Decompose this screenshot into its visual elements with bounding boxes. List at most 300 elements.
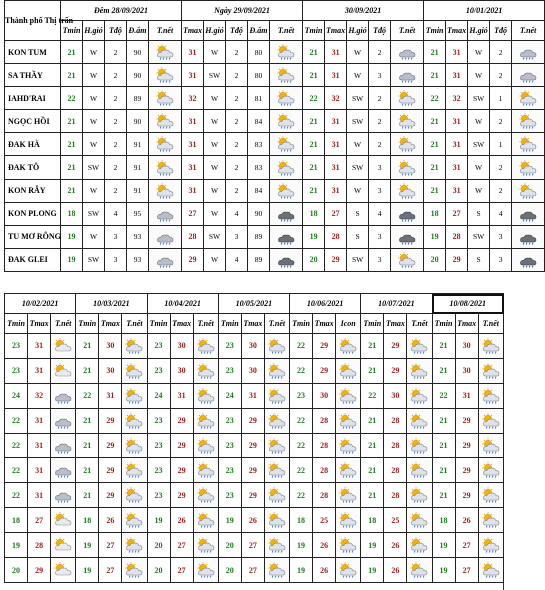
- tmax-cell: 28: [384, 408, 407, 433]
- sun-cloud-rain-icon: [194, 487, 218, 503]
- weather-cell: [51, 458, 76, 483]
- sun-cloud-rain-icon: [149, 113, 181, 129]
- weather-cell: [391, 248, 424, 271]
- wind-direction-cell: S: [347, 202, 369, 225]
- sun-cloud-rain-icon: [265, 562, 289, 578]
- tmin-cell: 18: [361, 508, 384, 533]
- wind-speed-cell: 2: [369, 87, 391, 110]
- wind-speed-cell: 3: [369, 179, 391, 202]
- sun-cloud-rain-icon: [122, 462, 146, 478]
- column-header: Icon: [336, 314, 361, 334]
- tmax-cell: 31: [99, 383, 122, 408]
- sun-cloud-rain-icon: [391, 136, 423, 152]
- tmin-cell: 23: [218, 334, 241, 359]
- tmin-cell: 23: [147, 334, 170, 359]
- sun-cloud-rain-icon: [512, 183, 544, 199]
- city-name: ĐAK TÔ: [5, 156, 61, 179]
- weather-cell: [193, 508, 218, 533]
- sun-cloud-rain-icon: [479, 487, 503, 503]
- humidity-cell: 90: [248, 202, 270, 225]
- rain-cloud-icon: [51, 487, 75, 503]
- tmax-cell: 31: [325, 110, 347, 133]
- tmin-cell: 19: [424, 225, 446, 248]
- tmax-cell: 31: [446, 156, 468, 179]
- tmax-cell: 30: [384, 383, 407, 408]
- tmax-cell: 30: [313, 383, 336, 408]
- weather-cell: [407, 433, 432, 458]
- weather-cell: [264, 483, 289, 508]
- tmin-cell: 21: [303, 156, 325, 179]
- weather-cell: [391, 87, 424, 110]
- column-header: T.nết: [264, 314, 289, 334]
- tmax-cell: 29: [384, 334, 407, 359]
- weather-cell: [270, 41, 303, 64]
- dark-rain-cloud-icon: [270, 206, 302, 222]
- sun-cloud-rain-icon: [122, 338, 146, 354]
- weather-cell: [51, 408, 76, 433]
- sun-cloud-rain-icon: [265, 413, 289, 429]
- wind-direction-cell: SW: [347, 110, 369, 133]
- tmin-cell: 19: [147, 508, 170, 533]
- sun-cloud-rain-icon: [512, 90, 544, 106]
- sun-cloud-rain-icon: [265, 537, 289, 553]
- tmin-cell: 23: [218, 433, 241, 458]
- weather-cell: [512, 133, 545, 156]
- tmin-cell: 19: [290, 558, 313, 583]
- wind-speed-cell: 3: [490, 225, 512, 248]
- column-header: Tmax: [28, 314, 51, 334]
- dark-rain-cloud-icon: [512, 206, 544, 222]
- sun-cloud-rain-icon: [122, 562, 146, 578]
- tmin-cell: 21: [424, 156, 446, 179]
- tmax-cell: 30: [99, 334, 122, 359]
- wind-speed-cell: 4: [226, 248, 248, 271]
- column-header: Tmin: [61, 21, 83, 41]
- column-header: T.nết: [407, 314, 432, 334]
- tmin-cell: 21: [361, 334, 384, 359]
- humidity-cell: 91: [127, 156, 149, 179]
- sun-cloud-rain-icon: [336, 512, 360, 528]
- tmax-cell: 31: [28, 458, 51, 483]
- wind-speed-cell: 2: [105, 133, 127, 156]
- weather-cell: [193, 533, 218, 558]
- tmax-cell: 32: [28, 383, 51, 408]
- tmin-cell: 23: [147, 458, 170, 483]
- tmax-cell: 27: [99, 558, 122, 583]
- weather-cell: [264, 334, 289, 359]
- sun-cloud-rain-icon: [407, 512, 431, 528]
- tmin-cell: 22: [424, 87, 446, 110]
- weather-cell: [512, 41, 545, 64]
- wind-speed-cell: 2: [369, 41, 391, 64]
- sun-cloud-rain-icon: [336, 363, 360, 379]
- weather-cell: [391, 156, 424, 179]
- tmin-cell: 23: [147, 433, 170, 458]
- humidity-cell: 83: [248, 133, 270, 156]
- weather-cell: [149, 156, 182, 179]
- column-header: Tmax: [325, 21, 347, 41]
- sun-cloud-rain-icon: [149, 44, 181, 60]
- tmin-cell: 21: [361, 358, 384, 383]
- tmin-cell: 19: [303, 225, 325, 248]
- tmin-cell: 21: [424, 179, 446, 202]
- wind-speed-cell: 2: [226, 64, 248, 87]
- tmax-cell: 28: [446, 225, 468, 248]
- tmin-cell: 21: [76, 483, 99, 508]
- tmin-cell: 21: [424, 110, 446, 133]
- wind-direction-cell: S: [347, 225, 369, 248]
- sun-cloud-rain-icon: [194, 363, 218, 379]
- weather-cell: [391, 133, 424, 156]
- sun-cloud-rain-icon: [407, 562, 431, 578]
- wind-speed-cell: 3: [369, 225, 391, 248]
- wind-speed-cell: 2: [105, 156, 127, 179]
- tmax-cell: 29: [99, 458, 122, 483]
- tmin-cell: 22: [303, 87, 325, 110]
- sun-cloud-rain-icon: [149, 160, 181, 176]
- wind-direction-cell: W: [204, 110, 226, 133]
- sun-cloud-icon: [51, 363, 75, 379]
- weather-cell: [149, 202, 182, 225]
- weather-cell: [270, 248, 303, 271]
- weather-cell: [270, 202, 303, 225]
- tmax-cell: 31: [325, 133, 347, 156]
- tmax-cell: 28: [325, 225, 347, 248]
- sun-cloud-rain-icon: [479, 438, 503, 454]
- tmax-cell: 27: [455, 533, 478, 558]
- weather-cell: [122, 508, 147, 533]
- table-row: [5, 41, 545, 64]
- table-row: [5, 133, 545, 156]
- wind-direction-cell: W: [83, 110, 105, 133]
- wind-speed-cell: 4: [105, 202, 127, 225]
- column-header: Đ.ẩm: [248, 21, 270, 41]
- tmax-cell: 26: [313, 533, 336, 558]
- tmax-cell: 29: [455, 483, 478, 508]
- weather-cell: [336, 508, 361, 533]
- weather-cell: [407, 533, 432, 558]
- tmin-cell: 22: [5, 433, 28, 458]
- column-header: T.nết: [478, 314, 503, 334]
- sun-cloud-rain-icon: [122, 438, 146, 454]
- tmax-cell: 28: [28, 533, 51, 558]
- weather-cell: [407, 483, 432, 508]
- city-name: KON RẪY: [5, 179, 61, 202]
- weather-cell: [407, 558, 432, 583]
- tmin-cell: 21: [361, 458, 384, 483]
- sheet-edge: [503, 583, 504, 590]
- weather-cell: [193, 433, 218, 458]
- weather-cell: [336, 383, 361, 408]
- humidity-cell: 90: [127, 64, 149, 87]
- wind-direction-cell: SW: [347, 156, 369, 179]
- tmin-cell: 23: [290, 383, 313, 408]
- tmax-cell: 28: [384, 483, 407, 508]
- tmin-cell: 23: [147, 408, 170, 433]
- weather-cell: [336, 533, 361, 558]
- weather-cell: [407, 508, 432, 533]
- wind-speed-cell: 3: [105, 225, 127, 248]
- tmin-cell: 18: [303, 202, 325, 225]
- sun-cloud-rain-icon: [265, 363, 289, 379]
- tmax-cell: 29: [170, 408, 193, 433]
- tmin-cell: 18: [61, 202, 83, 225]
- tmax-cell: 29: [241, 483, 264, 508]
- column-header: Tmax: [182, 21, 204, 41]
- tmax-cell: 25: [384, 508, 407, 533]
- sun-cloud-icon: [51, 338, 75, 354]
- column-header: Tđộ: [226, 21, 248, 41]
- tmax-cell: 30: [170, 334, 193, 359]
- weather-cell: [264, 433, 289, 458]
- wind-speed-cell: 2: [490, 110, 512, 133]
- tmax-cell: 31: [182, 156, 204, 179]
- wind-direction-cell: W: [204, 133, 226, 156]
- sun-cloud-rain-icon: [391, 183, 423, 199]
- weather-cell: [478, 358, 503, 383]
- weather-cell: [264, 458, 289, 483]
- humidity-cell: 91: [127, 179, 149, 202]
- tmax-cell: 26: [170, 508, 193, 533]
- sun-cloud-rain-icon: [336, 562, 360, 578]
- city-name: IAHD'RAI: [5, 87, 61, 110]
- weather-cell: [51, 383, 76, 408]
- tmax-cell: 29: [99, 483, 122, 508]
- tmin-cell: 21: [76, 433, 99, 458]
- tmin-cell: 20: [424, 248, 446, 271]
- tmax-cell: 25: [313, 508, 336, 533]
- tmax-cell: 26: [384, 558, 407, 583]
- sun-cloud-rain-icon: [479, 338, 503, 354]
- sun-cloud-rain-icon: [270, 44, 302, 60]
- tmin-cell: 21: [61, 156, 83, 179]
- tmin-cell: 23: [5, 334, 28, 359]
- tmax-cell: 29: [455, 433, 478, 458]
- sun-cloud-rain-icon: [479, 388, 503, 404]
- wind-direction-cell: SW: [83, 202, 105, 225]
- table-row: [5, 202, 545, 225]
- tmax-cell: 29: [325, 248, 347, 271]
- tmax-cell: 31: [170, 383, 193, 408]
- sun-cloud-rain-icon: [122, 413, 146, 429]
- weather-cell: [51, 558, 76, 583]
- weather-cell: [51, 533, 76, 558]
- day-header: 10/02/2021: [5, 294, 76, 314]
- sun-cloud-icon: [51, 537, 75, 553]
- tmax-cell: 31: [28, 433, 51, 458]
- wind-direction-cell: W: [204, 179, 226, 202]
- wind-direction-cell: W: [83, 64, 105, 87]
- tmin-cell: 21: [361, 433, 384, 458]
- column-header: Tđộ: [490, 21, 512, 41]
- tmin-cell: 20: [303, 248, 325, 271]
- tmax-cell: 28: [313, 458, 336, 483]
- column-header: T.nết: [51, 314, 76, 334]
- rain-cloud-icon: [149, 252, 181, 268]
- tmin-cell: 22: [61, 87, 83, 110]
- tmin-cell: 19: [432, 558, 455, 583]
- tmin-cell: 21: [432, 483, 455, 508]
- column-header: Tmax: [241, 314, 264, 334]
- forecast-sheet-bottom: [4, 293, 504, 583]
- column-header: Tmin: [76, 314, 99, 334]
- column-header: T.nết: [149, 21, 182, 41]
- sun-cloud-rain-icon: [149, 136, 181, 152]
- weather-cell: [193, 458, 218, 483]
- table-row: [5, 483, 504, 508]
- tmin-cell: 24: [147, 383, 170, 408]
- tmax-cell: 29: [99, 408, 122, 433]
- tmin-cell: 19: [5, 533, 28, 558]
- city-name: ĐAK GLEI: [5, 248, 61, 271]
- weather-cell: [478, 508, 503, 533]
- table-row: [5, 156, 545, 179]
- table-row: [5, 558, 504, 583]
- weather-cell: [478, 433, 503, 458]
- sun-cloud-rain-icon: [270, 113, 302, 129]
- tmax-cell: 29: [455, 408, 478, 433]
- wind-speed-cell: 2: [105, 41, 127, 64]
- weather-cell: [149, 64, 182, 87]
- sun-cloud-rain-icon: [479, 413, 503, 429]
- tmin-cell: 20: [5, 558, 28, 583]
- wind-direction-cell: S: [468, 248, 490, 271]
- sun-cloud-rain-icon: [407, 413, 431, 429]
- weather-cell: [391, 41, 424, 64]
- sun-cloud-rain-icon: [194, 462, 218, 478]
- weather-cell: [149, 133, 182, 156]
- sun-cloud-rain-icon: [336, 438, 360, 454]
- weather-cell: [149, 248, 182, 271]
- table-row: [5, 225, 545, 248]
- wind-speed-cell: 3: [226, 225, 248, 248]
- column-header: T.nết: [193, 314, 218, 334]
- wind-direction-cell: W: [204, 248, 226, 271]
- weather-cell: [149, 41, 182, 64]
- wind-speed-cell: 3: [369, 156, 391, 179]
- wind-direction-cell: W: [468, 179, 490, 202]
- city-name: NGỌC HỒI: [5, 110, 61, 133]
- sun-cloud-rain-icon: [194, 438, 218, 454]
- tmax-cell: 26: [241, 508, 264, 533]
- column-header: Tmax: [384, 314, 407, 334]
- weather-cell: [193, 558, 218, 583]
- wind-direction-cell: W: [204, 156, 226, 179]
- wind-speed-cell: 2: [490, 156, 512, 179]
- tmax-cell: 29: [241, 408, 264, 433]
- rain-cloud-icon: [391, 67, 423, 83]
- tmax-cell: 31: [446, 133, 468, 156]
- forecast-sheet-top: [4, 0, 537, 272]
- tmax-cell: 30: [170, 358, 193, 383]
- column-header: H.gió: [347, 21, 369, 41]
- weather-cell: [478, 458, 503, 483]
- tmax-cell: 29: [99, 433, 122, 458]
- tmin-cell: 21: [303, 110, 325, 133]
- day-header: 10/07/2021: [361, 294, 432, 314]
- weather-cell: [336, 358, 361, 383]
- sun-cloud-rain-icon: [512, 160, 544, 176]
- table-row: [5, 248, 545, 271]
- sun-cloud-rain-icon: [270, 90, 302, 106]
- tmax-cell: 27: [170, 533, 193, 558]
- weather-cell: [193, 408, 218, 433]
- weather-cell: [270, 87, 303, 110]
- tmax-cell: 29: [384, 358, 407, 383]
- sun-cloud-rain-icon: [479, 537, 503, 553]
- humidity-cell: 84: [248, 179, 270, 202]
- rain-cloud-icon: [512, 67, 544, 83]
- tmin-cell: 22: [5, 483, 28, 508]
- tmax-cell: 28: [313, 483, 336, 508]
- weather-cell: [512, 156, 545, 179]
- humidity-cell: 93: [127, 248, 149, 271]
- sun-cloud-rain-icon: [391, 160, 423, 176]
- weather-cell: [270, 133, 303, 156]
- sun-cloud-rain-icon: [194, 537, 218, 553]
- rain-cloud-icon: [512, 44, 544, 60]
- day-header: 10/05/2021: [218, 294, 289, 314]
- weather-cell: [122, 458, 147, 483]
- wind-direction-cell: W: [468, 156, 490, 179]
- sun-cloud-rain-icon: [122, 537, 146, 553]
- wind-direction-cell: W: [83, 179, 105, 202]
- tmax-cell: 29: [241, 433, 264, 458]
- tmax-cell: 29: [313, 358, 336, 383]
- weather-cell: [512, 64, 545, 87]
- wind-direction-cell: SW: [83, 248, 105, 271]
- humidity-cell: 89: [248, 248, 270, 271]
- column-header: H.gió: [204, 21, 226, 41]
- sun-cloud-icon: [51, 512, 75, 528]
- wind-direction-cell: W: [347, 133, 369, 156]
- tmin-cell: 23: [218, 483, 241, 508]
- weather-cell: [512, 87, 545, 110]
- wind-speed-cell: 3: [369, 248, 391, 271]
- dark-rain-cloud-icon: [270, 229, 302, 245]
- column-header: Đ.ẩm: [127, 21, 149, 41]
- weather-cell: [391, 202, 424, 225]
- wind-direction-cell: W: [347, 41, 369, 64]
- sun-cloud-rain-icon: [407, 462, 431, 478]
- table-row: [5, 508, 504, 533]
- tmax-cell: 29: [446, 248, 468, 271]
- rain-cloud-icon: [149, 229, 181, 245]
- tmin-cell: 18: [5, 508, 28, 533]
- rain-cloud-icon: [391, 44, 423, 60]
- column-header: Tmin: [361, 314, 384, 334]
- humidity-cell: 80: [248, 64, 270, 87]
- tmin-cell: 22: [76, 383, 99, 408]
- wind-direction-cell: W: [347, 64, 369, 87]
- sun-cloud-rain-icon: [122, 388, 146, 404]
- tmax-cell: 28: [384, 458, 407, 483]
- tmin-cell: 21: [76, 334, 99, 359]
- wind-speed-cell: 4: [490, 202, 512, 225]
- weather-cell: [336, 433, 361, 458]
- tmin-cell: 21: [432, 408, 455, 433]
- rain-cloud-icon: [51, 388, 75, 404]
- tmin-cell: 24: [218, 383, 241, 408]
- tmin-cell: 21: [361, 483, 384, 508]
- weather-cell: [122, 383, 147, 408]
- tmax-cell: 30: [455, 358, 478, 383]
- tmin-cell: 23: [218, 408, 241, 433]
- column-header: Tmin: [424, 21, 446, 41]
- tmin-cell: 21: [76, 408, 99, 433]
- city-name: KON PLONG: [5, 202, 61, 225]
- tmax-cell: 26: [384, 533, 407, 558]
